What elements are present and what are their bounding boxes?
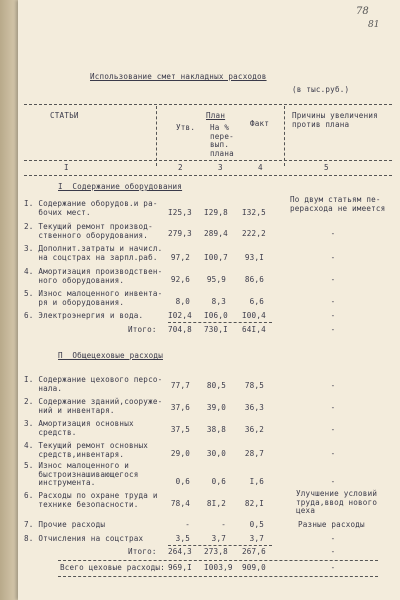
row-label: 2. Содержание зданий,сооруже- ний и инвентаря. (24, 397, 163, 415)
cell-note: - (330, 477, 336, 486)
cell-approved: 77,7 (170, 381, 190, 390)
cell-note: - (330, 403, 336, 412)
cell-approved: 8,0 (175, 297, 190, 306)
row-label: 5. Износ малоценного и быстроизнашивающегося инструмента. (24, 461, 139, 488)
grand-total-pct: I003,9 (204, 563, 233, 572)
total-note: - (330, 325, 336, 334)
cell-pct: 8I,2 (206, 499, 226, 508)
total-approved: 264,3 (168, 547, 192, 556)
cell-pct: 289,4 (204, 229, 228, 238)
cell-note: - (330, 253, 336, 262)
row-label: I. Содержание цехового персо- нала. (24, 375, 163, 393)
cell-note: - (330, 229, 336, 238)
row-label: 4. Амортизация производствен- ного оборудования. (24, 267, 163, 285)
cell-fact: I32,5 (242, 208, 266, 217)
cell-approved: I25,3 (168, 208, 192, 217)
row-label: 3. Дополнит.затраты и начисл. на соцстрах на зарпл.раб. (24, 244, 163, 262)
header-pct: На % пере- вып. плана (210, 123, 234, 158)
page-number: 78 (356, 6, 369, 17)
cell-note: Разные расходы (298, 520, 365, 529)
cell-approved: 37,5 (170, 425, 190, 434)
cell-fact: I00,4 (242, 311, 266, 320)
cell-pct: 8,3 (211, 297, 226, 306)
page-binding (0, 0, 18, 600)
grand-total-fact: 909,0 (242, 563, 266, 572)
row-label: I. Содержание оборудов.и ра- бочих мест. (24, 199, 158, 217)
header-colnum: 5 (324, 163, 329, 172)
cell-fact: 82,I (244, 499, 264, 508)
cell-approved: 37,6 (170, 403, 190, 412)
total-approved: 704,8 (168, 325, 192, 334)
cell-approved: 29,0 (170, 449, 190, 458)
cell-pct: I29,8 (204, 208, 228, 217)
row-label: 6. Расходы по охране труда и технике безопасности. (24, 491, 158, 509)
total-label: Итого: (128, 547, 157, 556)
cell-pct: 39,0 (206, 403, 226, 412)
total-label: Итого: (128, 325, 157, 334)
cell-pct: 3,7 (211, 534, 226, 543)
total-fact: 64I,4 (242, 325, 266, 334)
cell-approved: 0,6 (175, 477, 190, 486)
cell-pct: 0,6 (211, 477, 226, 486)
cell-note: По двум статьям пе- рерасхода не имеется (290, 195, 386, 213)
cell-note: - (330, 449, 336, 458)
row-label: 7. Прочие расходы (24, 520, 106, 529)
header-reasons: Причины увеличения против плана (292, 111, 378, 129)
cell-fact: 86,6 (244, 275, 264, 284)
header-plan: План (206, 111, 226, 120)
grand-total-approved: 969,I (168, 563, 192, 572)
cell-fact: 222,2 (242, 229, 266, 238)
row-label: 2. Текущий ремонт производ- ственного оборудования. (24, 222, 153, 240)
row-label: 4. Текущий ремонт основных средств,инвентаря. (24, 441, 149, 459)
cell-approved: 92,6 (170, 275, 190, 284)
cell-note: - (330, 311, 336, 320)
cell-approved: 78,4 (170, 499, 190, 508)
section-title: I Содержание оборудования (58, 182, 183, 191)
units-note: (в тыс.руб.) (292, 85, 350, 94)
cell-approved: 97,2 (170, 253, 190, 262)
document-page (18, 0, 400, 600)
cell-pct: 80,5 (206, 381, 226, 390)
cell-pct: 30,0 (206, 449, 226, 458)
cell-fact: 3,7 (249, 534, 264, 543)
total-rule (168, 545, 272, 546)
total-note: - (330, 547, 336, 556)
row-label: 5. Износ малоценного инвента- ря и оборудования. (24, 289, 163, 307)
header-articles: СТАТЬИ (50, 111, 79, 120)
header-divider (156, 106, 157, 166)
header-top-rule (24, 104, 392, 105)
section-title: П Общецеховые расходы (58, 351, 163, 360)
cell-pct: 95,9 (206, 275, 226, 284)
cell-fact: 0,5 (249, 520, 264, 529)
cell-approved: I02,4 (168, 311, 192, 320)
cell-fact: 36,3 (244, 403, 264, 412)
header-mid-rule (24, 160, 392, 161)
cell-pct: I00,7 (204, 253, 228, 262)
document-title: Использование смет накладных расходов (90, 72, 267, 81)
row-label: 8. Отчисления на соцстрах (24, 534, 144, 543)
cell-note: - (330, 381, 336, 390)
header-divider (284, 106, 285, 166)
cell-note: - (330, 297, 336, 306)
total-fact: 267,6 (242, 547, 266, 556)
cell-approved: - (185, 520, 190, 529)
header-bottom-rule (24, 175, 392, 176)
bottom-rule (58, 576, 378, 577)
header-fact: Факт (250, 119, 270, 128)
page-number-alt: 81 (368, 20, 380, 30)
row-label: 3. Амортизация основных средств. (24, 419, 134, 437)
header-colnum: I (64, 163, 69, 172)
total-pct: 730,I (204, 325, 228, 334)
cell-pct: - (221, 520, 226, 529)
cell-fact: 28,7 (244, 449, 264, 458)
cell-pct: 38,8 (206, 425, 226, 434)
cell-fact: I,6 (249, 477, 264, 486)
grand-total-label: Всего цеховые расходы: (60, 563, 165, 572)
cell-fact: 6,6 (249, 297, 264, 306)
cell-note: - (330, 425, 336, 434)
grand-total-note: - (330, 563, 336, 572)
cell-fact: 36,2 (244, 425, 264, 434)
header-colnum: 3 (218, 163, 223, 172)
header-colnum: 4 (258, 163, 263, 172)
header-colnum: 2 (178, 163, 183, 172)
cell-approved: 279,3 (168, 229, 192, 238)
row-label: 6. Электроэнергия и вода. (24, 311, 144, 320)
cell-note: Улучшение условий труда,ввод нового цеха (296, 489, 378, 516)
cell-note: - (330, 275, 336, 284)
cell-approved: 3,5 (175, 534, 190, 543)
cell-fact: 78,5 (244, 381, 264, 390)
cell-note: - (330, 534, 336, 543)
header-approved: Утв. (176, 123, 196, 132)
total-rule (168, 322, 272, 323)
grand-total-rule (58, 560, 378, 561)
total-pct: 273,8 (204, 547, 228, 556)
cell-pct: I06,0 (204, 311, 228, 320)
cell-fact: 93,I (244, 253, 264, 262)
